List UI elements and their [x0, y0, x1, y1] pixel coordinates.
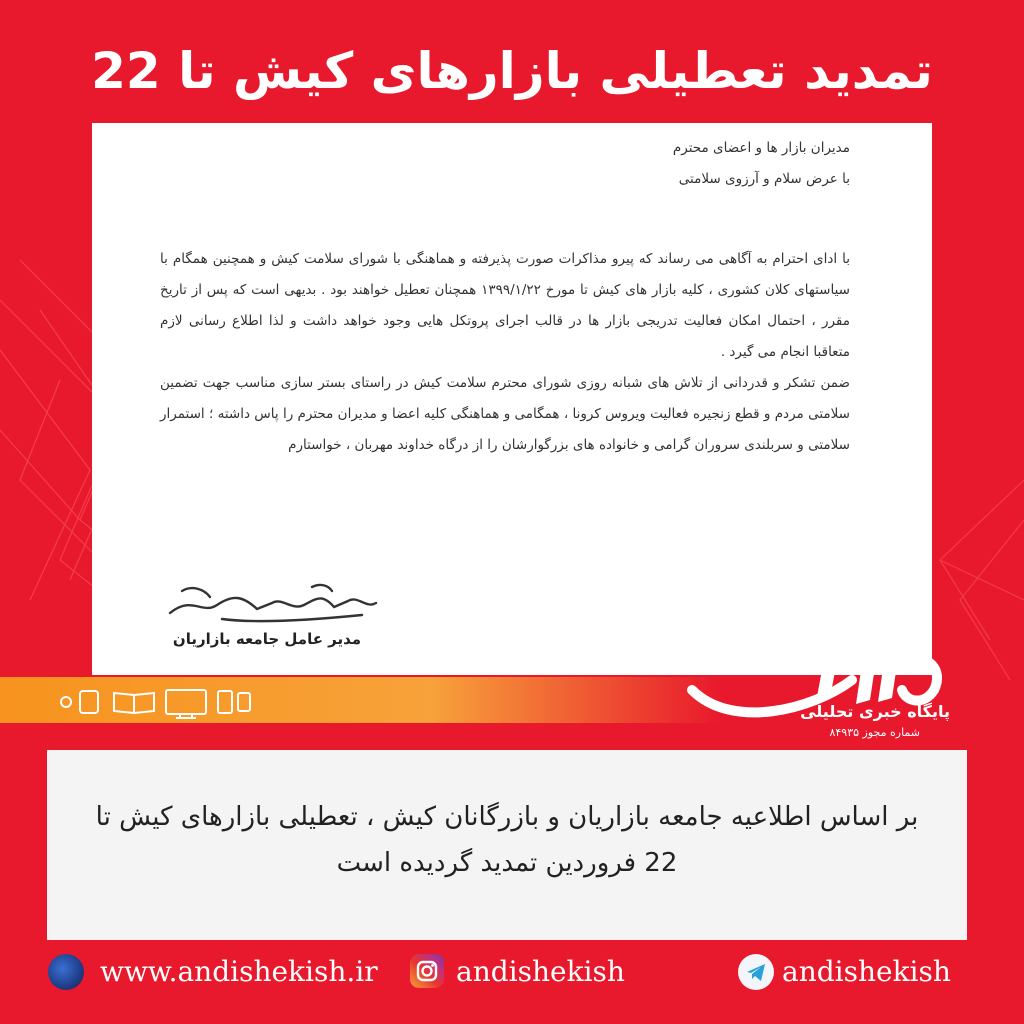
instagram-link[interactable]	[410, 954, 670, 990]
telegram-icon	[738, 954, 774, 990]
telegram-link[interactable]	[738, 954, 988, 990]
summary-text: بر اساس اطلاعیه جامعه بازاریان و بازرگانان کیش ، تعطیلی بازارهای کیش تا 22 فروردین تمدید گردیده است	[95, 802, 919, 878]
letter-card	[92, 123, 932, 675]
letter-paragraph: ضمن تشکر و قدردانی از تلاش های شبانه روزی شورای محترم سلامت کیش در راستای بستر سازی مناسب جهت تضمین سلامتی مردم و قطع زنجیره فعالیت ویروس کرونا ، همگامی و هماهنگی کلیه اعضا و مدیران محترم را پاس داشته ؛ استمرار سلامتی و سربلندی سروران گرامی و خانواده های بزرگوارشان را از درگاه خداوند مهربان ، خواستارم	[160, 375, 850, 453]
letter-greeting: با عرض سلام و آرزوی سلامتی	[678, 171, 850, 187]
signature	[162, 575, 392, 631]
summary-box	[47, 750, 967, 940]
instagram-handle: andishekish	[456, 955, 625, 988]
signatory-title: مدیر عامل جامعه بازاریان	[172, 630, 362, 648]
brand-subtitle: پایگاه خبری تحلیلی	[800, 702, 950, 721]
letter-paragraph: با ادای احترام به آگاهی می رساند که پیرو مذاکرات صورت پذیرفته و هماهنگی با شورای سلامت کیش و همچنین همگام با سیاستهای کلان کشوری ، کلیه بازار های کیش تا مورخ ۱۳۹۹/۱/۲۲ همچنان تعطیل خواهند بود . بدیهی است که پس از تاریخ مقرر ، احتمال امکان فعالیت تدریجی بازار ها در قالب اجرای پروتکل هایی وجود خواهد داشت و لذا اطلاع رسانی لازم متعاقبا انجام می گیرد .	[160, 251, 850, 360]
telegram-handle: andishekish	[782, 955, 951, 988]
page-title: تمدید تعطیلی بازارهای کیش تا 22	[91, 42, 933, 100]
website-link[interactable]	[48, 954, 378, 990]
letter-body	[160, 133, 850, 461]
brand-license: شماره مجوز ۸۴۹۳۵	[829, 726, 920, 739]
instagram-icon	[410, 954, 444, 988]
letter-salutation: مدیران بازار ها و اعضای محترم	[672, 140, 850, 156]
media-icons	[58, 685, 268, 719]
globe-icon	[48, 954, 84, 990]
website-url: www.andishekish.ir	[100, 955, 378, 988]
